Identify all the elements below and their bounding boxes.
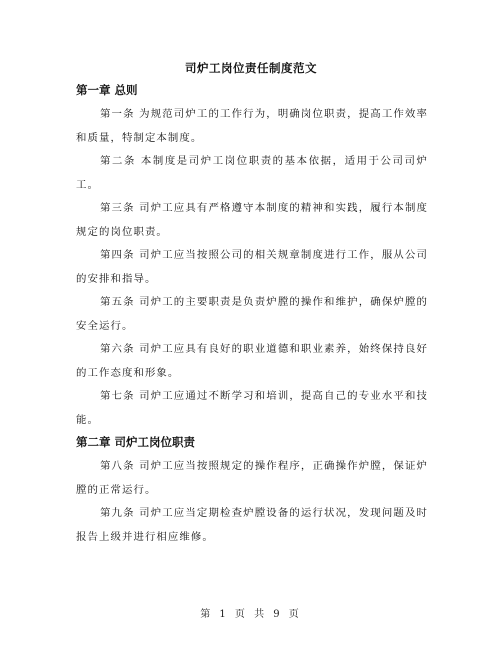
article-paragraph: 第四条 司炉工应当按照公司的相关规章制度进行工作，服从公司的安排和指导。 (76, 249, 428, 285)
chapter-heading: 第一章 总则 (76, 83, 138, 97)
article-paragraph: 第二条 本制度是司炉工岗位职责的基本依据，适用于公司司炉工。 (76, 155, 428, 191)
article-paragraph: 第三条 司炉工应具有严格遵守本制度的精神和实践，履行本制度规定的岗位职责。 (76, 202, 428, 238)
article-paragraph: 第八条 司炉工应当按照规定的操作程序，正确操作炉膛，保证炉膛的正常运行。 (76, 460, 428, 496)
article-paragraph: 第九条 司炉工应当定期检查炉膛设备的运行状况，发现问题及时报告上级并进行相应维修。 (76, 507, 428, 543)
document-title: 司炉工岗位责任制度范文 (185, 61, 317, 75)
page-number-footer: 第 1 页 共 9 页 (200, 609, 302, 620)
article-paragraph: 第六条 司炉工应具有良好的职业道德和职业素养，始终保持良好的工作态度和形象。 (76, 343, 428, 379)
article-paragraph: 第五条 司炉工的主要职责是负责炉膛的操作和维护，确保炉膛的安全运行。 (76, 296, 428, 332)
chapter-1 (76, 82, 428, 432)
article-paragraph: 第一条 为规范司炉工的工作行为，明确岗位职责，提高工作效率和质量，特制定本制度。 (76, 108, 428, 144)
article-paragraph: 第七条 司炉工应通过不断学习和培训，提高自己的专业水平和技能。 (76, 390, 428, 426)
chapter-heading: 第二章 司炉工岗位职责 (76, 435, 196, 449)
chapter-2 (76, 434, 428, 549)
document-body (76, 80, 428, 549)
